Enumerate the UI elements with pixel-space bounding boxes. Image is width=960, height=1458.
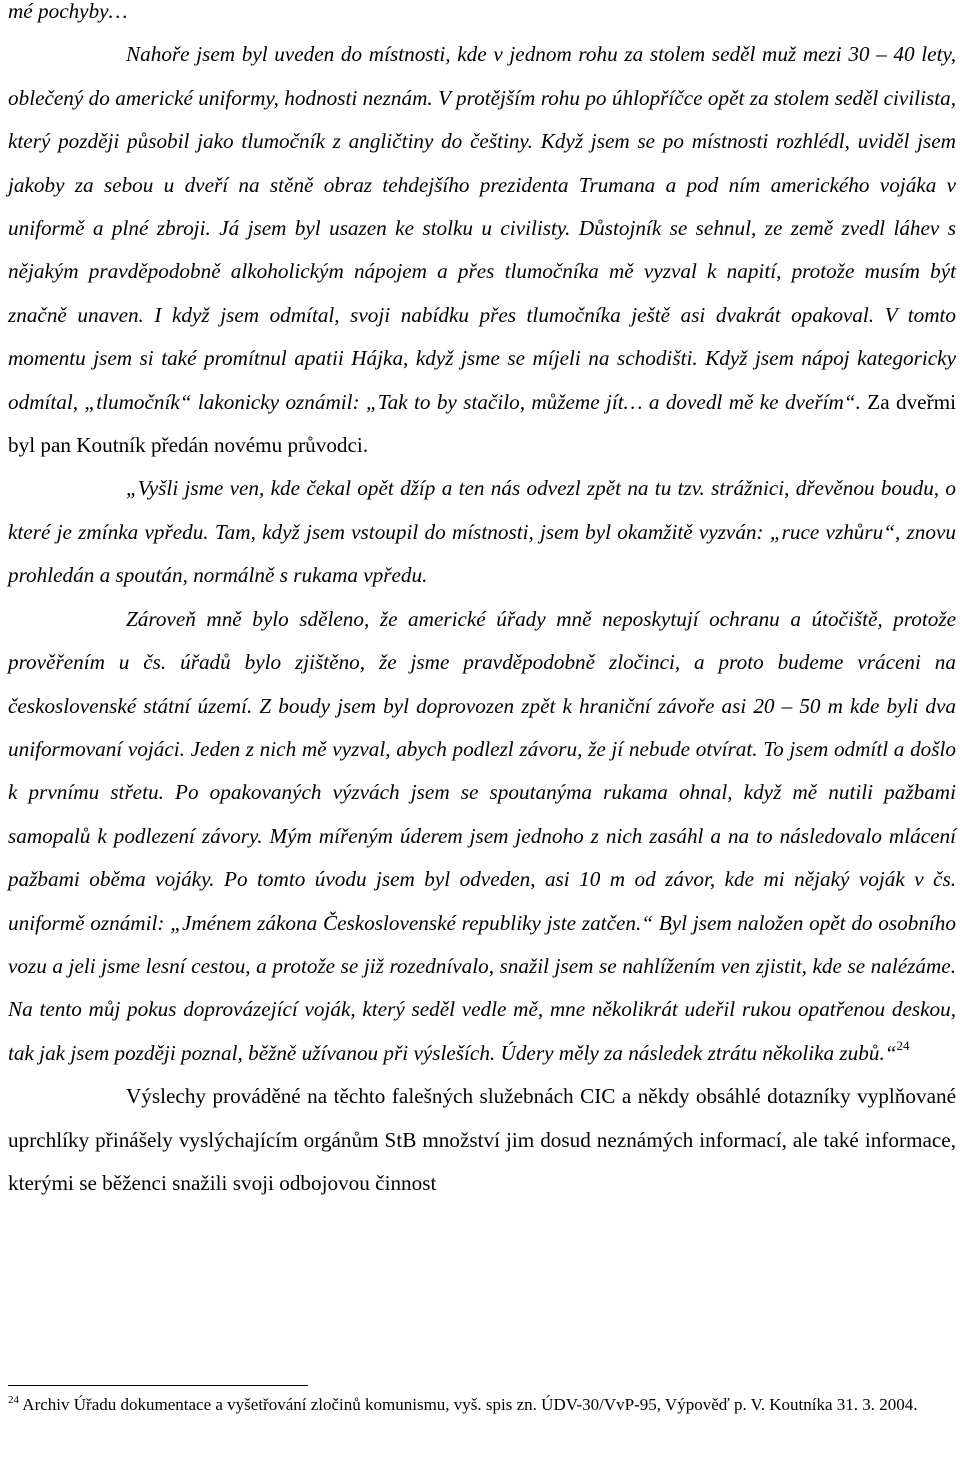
italic-text: Nahoře jsem byl uveden do místnosti, kde v jednom rohu za stolem seděl muž mezi 30 – 40 lety, oblečený do americké uniformy, hodnosti neznám. V protějším rohu po úhlopříčce opět za stolem seděl civilista, který později působil jako tlumočník z angličtiny do češtiny. Když jsem se po místnosti rozhlédl, uviděl jsem jakoby za sebou u dveří na stěně obraz tehdejšího prezidenta Trumana a pod ním amerického vojáka v uniformě a plné zbroji. Já jsem byl usazen ke stolku u civilisty. Důstojník se sehnul, ze země zvedl láhev s nějakým pravděpodobně alkoholickým nápojem a přes tlumočníka mě vyzval k napití, protože musím být značně unaven. I když jsem odmítal, svoji nabídku přes tlumočníka ještě asi dvakrát opakoval. V tomto momentu jsem si také promítnul apatii Hájka, když jsme se míjeli na schodišti. Když jsem nápoj kategoricky odmítal, „tlumočník“ lakonicky oznámil: „Tak to by stačilo, můžeme jít… a dovedl mě ke dveřím“.	[8, 42, 956, 414]
paragraph	[8, 33, 956, 467]
document-body	[8, 0, 956, 1205]
footnote-text: Archiv Úřadu dokumentace a vyšetřování zločinů komunismu, vyš. spis zn. ÚDV-30/VvP-95, Výpověď p. V. Koutníka 31. 3. 2004.	[19, 1395, 918, 1414]
italic-text: mé pochyby…	[8, 0, 128, 23]
paragraph	[8, 0, 956, 33]
footnote-number: 24	[8, 1394, 19, 1406]
text: Výslechy prováděné na těchto falešných služebnách CIC a někdy obsáhlé dotazníky vyplňované uprchlíky přinášely vyslýchajícím orgánům StB množství jim dosud neznámých informací, ale také informace, kterými se běženci snažili svoji odbojovou činnost	[8, 1084, 956, 1195]
footnote-reference: 24	[896, 1037, 910, 1053]
paragraph	[8, 1075, 956, 1205]
italic-text: „Vyšli jsme ven, kde čekal opět džíp a ten nás odvezl zpět na tu tzv. strážnici, dřevěnou boudu, o které je zmínka vpředu. Tam, když jsem vstoupil do místnosti, jsem byl okamžitě vyzván: „ruce vzhůru“, znovu prohledán a spoután, normálně s rukama vpředu.	[8, 476, 956, 588]
document-page	[8, 0, 956, 1414]
italic-text: Zároveň mně bylo sděleno, že americké úřady mně neposkytují ochranu a útočiště, protože prověřením u čs. úřadů bylo zjištěno, že jsme pravděpodobně zločinci, a proto budeme vráceni na československé státní území. Z boudy jsem byl doprovozen zpět k hraniční závoře asi 20 – 50 m kde byli dva uniformovaní vojáci. Jeden z nich mě vyzval, abych podlezl závoru, že jí nebude otvírat. To jsem odmítl a došlo k prvnímu střetu. Po opakovaných výzvách jsem se spoutanýma rukama ohnal, když mě nutili pažbami samopalů k podlezení závory. Mým mířeným úderem jsem jednoho z nich zasáhl a na to následovalo mlácení pažbami oběma vojáky. Po tomto úvodu jsem byl odveden, asi 10 m od závor, kde mi nějaký voják v čs. uniformě oznámil: „Jménem zákona Československé republiky jste zatčen.“ Byl jsem naložen opět do osobního vozu a jeli jsme lesní cestou, a protože se již rozednívalo, snažil jsem se nahlížením ven zjistit, kde se nalézáme. Na tento můj pokus doprovázející voják, který seděl vedle mě, mne několikrát udeřil rukou opatřenou deskou, tak jak jsem později poznal, běžně užívanou při výsleších. Údery měly za následek ztrátu několika zubů.“	[8, 606, 956, 1065]
footnote	[8, 1393, 956, 1417]
footnote-separator	[8, 1385, 308, 1386]
paragraph	[8, 598, 956, 1075]
text: Za dveřmi byl pan Koutník předán novému průvodci.	[8, 389, 956, 458]
paragraph	[8, 467, 956, 597]
